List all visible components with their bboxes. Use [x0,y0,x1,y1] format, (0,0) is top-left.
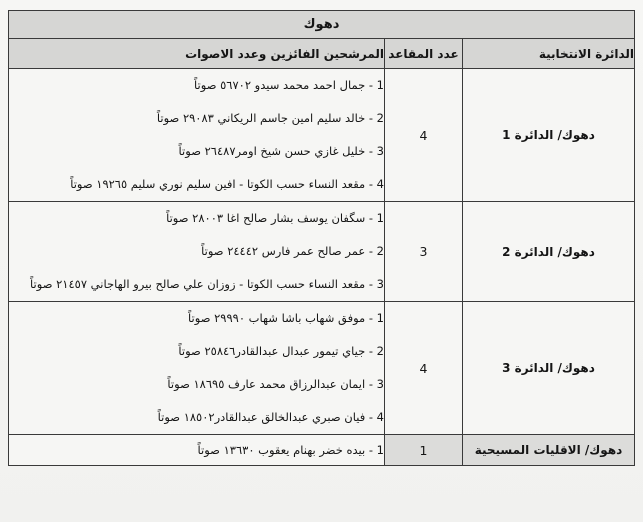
header-row [9,39,635,69]
winner-item: 2 - عمر صالح عمر فارس ٢٤٤٤٢ صوتاً [201,244,384,258]
winner-item: 1 - موفق شهاب باشا شهاب ٢٩٩٩٠ صوتاً [188,311,384,325]
district-cell: دهوك/ الدائرة 1 [463,69,635,202]
header-district: الدائرة الانتخابية [463,39,635,69]
table-row [9,435,635,466]
seats-cell: 1 [385,435,463,466]
table-title: دهوك [9,11,635,39]
title-row [9,11,635,39]
seats-cell: 4 [385,69,463,202]
table-row [9,302,635,435]
table-row [9,202,635,302]
election-results-table [8,10,635,466]
winners-cell [9,69,385,202]
district-cell: دهوك/ الاقليات المسيحية [463,435,635,466]
winner-item: 2 - خالد سليم امين جاسم الريكاني ٢٩٠٨٣ صوتاً [156,111,384,125]
winner-item: 4 - مقعد النساء حسب الكوتا - افين سليم نوري سليم ١٩٢٦٥ صوتاً [70,177,384,191]
winner-item: 1 - بيده خضر بهنام يعقوب ١٣٦٣٠ صوتاً [197,442,384,457]
table-row [9,69,635,202]
seats-cell: 3 [385,202,463,302]
seats-cell: 4 [385,302,463,435]
winner-item: 3 - ايمان عبدالرزاق محمد عارف ١٨٦٩٥ صوتاً [167,377,384,391]
winner-item: 4 - فيان صبري عبدالخالق عبدالقادر١٨٥٠٢ صوتاً [157,410,384,424]
winners-cell [9,302,385,435]
district-cell: دهوك/ الدائرة 2 [463,202,635,302]
district-cell: دهوك/ الدائرة 3 [463,302,635,435]
winners-cell [9,202,385,302]
header-winners: المرشحين الفائزين وعدد الاصوات [9,39,385,69]
winner-item: 3 - خليل غازي حسن شيخ اومر٢٦٤٨٧ صوتاً [178,144,384,158]
winners-cell [9,435,385,466]
header-seats: عدد المقاعد [385,39,463,69]
winner-item: 3 - مقعد النساء حسب الكوتا - زوزان علي صالح بيرو الهاجاني ٢١٤٥٧ صوتاً [30,277,384,291]
winner-item: 2 - جياي تيمور عبدال عبدالقادر٢٥٨٤٦ صوتاً [178,344,384,358]
winner-item: 1 - جمال احمد محمد سيدو ٥٦٧٠٢ صوتاً [194,78,384,92]
winner-item: 1 - سگفان يوسف بشار صالح اغا ٢٨٠٠٣ صوتاً [166,211,384,225]
